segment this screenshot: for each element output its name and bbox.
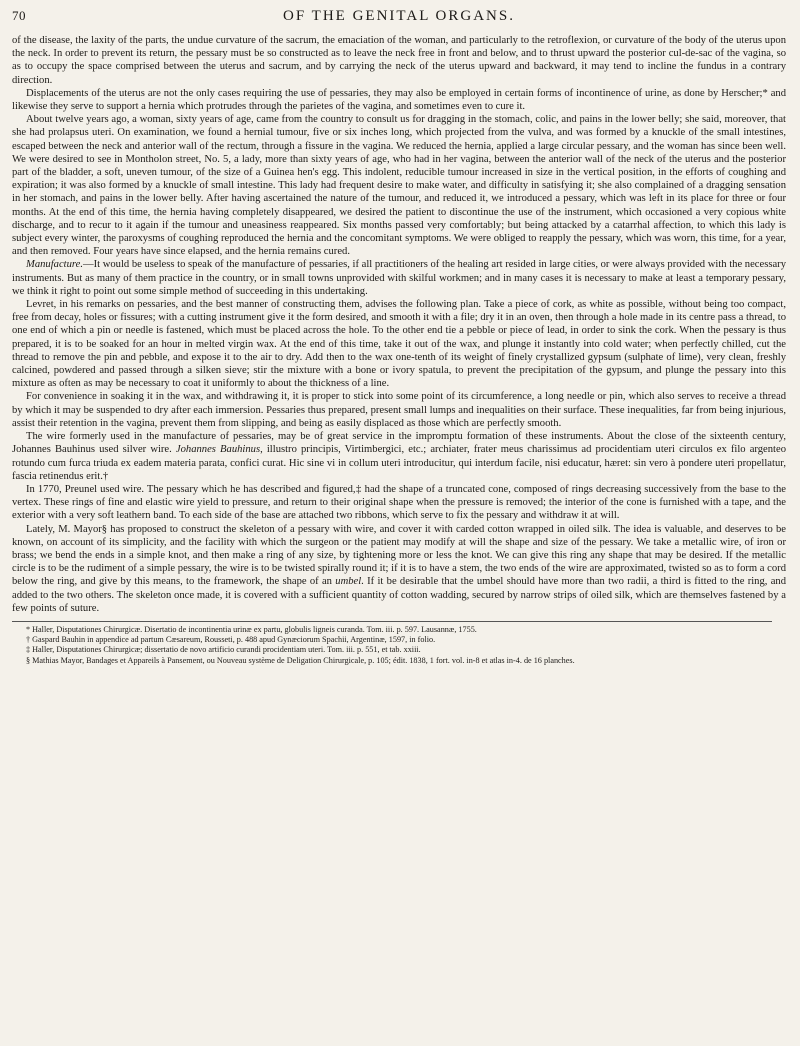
paragraph-continuation: of the disease, the laxity of the parts, the undue curvature of the sacrum, the emaciation of the woman, and particularly to the retroflexion, or curvature of the body of the uterus upon the neck. In order to prevent its return, the pessary must be so constructed as to leave the neck free in front and below, and to thrust upward the posterior cul-de-sac of the vagina, so as to occupy the space comprised between the uterus and sacrum, and by carrying the neck of the uterus upward and backward, it may tend to incline the fundus in a contrary direction.	[12, 35, 786, 86]
footnote: ‡ Haller, Disputationes Chirurgicæ; dissertatio de novo artificio curandi procidentiam uteri. Tom. iii. p. 551, et tab. xxiii.	[26, 645, 421, 655]
page-number: 70	[12, 8, 26, 23]
mayor-text-b: . If it be desirable that the umbel should have more than two radii, a third is fitted to the ring, and added to the two others. The skeleton once made, it is covered with a sufficient quantity of cotton wadding, secured by narrow strips of oiled silk, which are themselves fastened by a few points of suture.	[12, 576, 786, 614]
footnote: § Mathias Mayor, Bandages et Appareils à Pansement, ou Nouveau système de Deligation Chirurgicale, p. 105; édit. 1838, 1 fort. vol. in-8 et atlas in-4. de 16 planches.	[26, 655, 575, 665]
paragraph-case-reports: About twelve years ago, a woman, sixty years of age, came from the country to consult us for dragging in the stomach, colic, and pains in the lower belly; she said, moreover, that she had prolapsus uteri. On examination, we found a hernial tumour, five or six inches long, which projected from the vulva, and was formed by a knuckle of the small intestines, escaped between the neck and anterior wall of the rectum, through a fissure in the vagina. We reduced the hernia, applied a large circular pessary, and the woman has since been well. We were desired to see in Montholon street, No. 5, a lady, more than sixty years of age, who had in her vagina, between the anterior wall of the neck of the uterus and the posterior part of the bladder, a soft, uneven tumour, of the size of a Guinea hen's egg. This indolent, reducible tumour increased in size in the vertical position, in the efforts of coughing and expiration; it was also formed by a knuckle of small intestine. This lady had frequent desire to make water, and difficulty in satisfying it; she also complained of a dragging sensation in her stomach, and pains in the lower belly. After having ascertained the nature of the tumour, and reduced it, we introduced a pessary, which was left in its place for three or four months. At the end of this time, the hernia having completely disappeared, we desired the patient to discontinue the use of the instrument, which occasioned a very copious white discharge, and to recur to it again if the tumour and uneasiness reappeared. Six months passed very comfortably; but being attacked by a catarrhal affection, to which this lady is subject every winter, the paroxysms of coughing reproduced the hernia and the concomitant symptoms. We were obliged to reapply the pessary, which was worn, this time, for a year, and then removed. Four years have since elapsed, and the hernia remains cured.	[12, 114, 786, 258]
paragraph-mayor	[12, 523, 786, 615]
paragraph-levret-method: Levret, in his remarks on pessaries, and the best manner of constructing them, advises the following plan. Take a piece of cork, as white as possible, without being too compact, free from decay, holes or fissures; with a cutting instrument give it the form desired, and smooth it with a file; dry it in an oven, then through a hole made in its centre pass a thread, to one end of which a pin or needle is fastened, which must be placed across the hole. To the other end tie a pebble or piece of lead, in order to sink the cork. When the pessary is thus prepared, it is to be soaked for an hour in melted virgin wax. At the end of this time, take it out of the wax, and plunge it instantly into cold water; when perfectly chilled, cut the thread to remove the pin and pebble, and expose it to the air to dry. Add then to the wax one-tenth of its weight of finely crystallized gypsum (sulphate of lime), very clean, freshly calcined, powdered and passed through a silken sieve; stir the mixture with a bone or ivory spatula, to prevent the precipitation of the gypsum, and plunge the pessary into this mixture as often as may be necessary to coat it uniformly to about the thickness of a line.	[12, 299, 786, 390]
mayor-italic-umbel: umbel	[335, 576, 362, 588]
paragraph-manufacture	[12, 258, 786, 298]
section-label-manufacture: Manufacture.	[26, 259, 83, 271]
wire-text-a: The wire formerly used in the manufacture of pessaries, may be of great service in the impromptu formation of these instruments. About the close of the sixteenth century, Johannes Bauhinus used silver wire.	[12, 431, 786, 456]
running-title: OF THE GENITAL ORGANS.	[283, 8, 515, 24]
paragraph-soaking: For convenience in soaking it in the wax, and withdrawing it, it is proper to stick into some point of its circumference, a long needle or pin, which also serves to receive a thread by which it may be suspended to dry after each immersion. Pessaries thus prepared, present small lumps and inequalities on their surface. These inequalities, far from being injurious, assist their retention in the vagina, prevent them from slipping, and being as easily displaced as those which are perfectly smooth.	[12, 391, 786, 429]
wire-italic-name: Johannes Bauhinus	[175, 444, 261, 456]
paragraph-incontinence: Displacements of the uterus are not the only cases requiring the use of pessaries, they may also be employed in certain forms of incontinence of urine, as done by Herscher;* and likewise they serve to support a hernia which protrudes through the parietes of the vagina, and sometimes even to cure it.	[12, 87, 786, 113]
mayor-text-a: Lately, M. Mayor§ has proposed to construct the skeleton of a pessary with wire, and cover it with carded cotton wrapped in oiled silk. The idea is valuable, and deserves to be known, on account of its simplicity, and the facility with which the surgeon or the patient may modify at will the shape and size of the pessary. We take a metallic wire, of iron or brass; we bend the ends in a simple knot, and then make a ring of any size, by tightening more or less the knot. We can give this ring any shape that may be desired. If the metallic circle is to be the rudiment of a simple pessary, the wire is to be twisted spirally round it; if it is to have a stem, the two ends of the wire are approximated, twisted so as to form a cord below the ring, and give by this means, to the framework, the shape of an	[12, 523, 786, 588]
body-text	[12, 34, 786, 615]
footnote: † Gaspard Bauhin in appendice ad partum Cæsareum, Rousseti, p. 488 apud Gynæciorum Spachii, Argentinæ, 1597, in folio.	[26, 635, 436, 645]
page-header	[12, 6, 786, 30]
manufacture-text: —It would be useless to speak of the manufacture of pessaries, if all practitioners of the healing art resided in large cities, or were always provided with the necessary instruments. But as many of them practice in the country, or in small towns unprovided with skilful workmen; and in many cases it is necessary to make at least a temporary pessary, we think it right to point out some simple method of succeeding in this undertaking.	[12, 259, 786, 297]
wire-text-b: , illustro principis, Virtimbergici, etc.; archiater, frater meus charissimus ad procidentiam uteri circulos ex filo argenteo rotundo cum furca triuda ex eadem materia parata, confici curat. Hic sine vi in collum uteri introducitur, qui interdum facile, nisi educatur, hæret: sin vero à pondere uteri propellatur, fascia retinendus erit.†	[12, 444, 786, 482]
footnotes-section	[12, 621, 772, 666]
paragraph-preunel: In 1770, Preunel used wire. The pessary which he has described and figured,‡ had the shape of a truncated cone, composed of rings decreasing successively from the base to the vertex. These rings of fine and elastic wire yield to pressure, and return to their original shape when the pressure is removed; the interior of the cone is furnished with a tape, and the exterior with a very soft leathern band. To each side of the base are attached two ribbons, which serve to fix the pessary and withdraw it at will.	[12, 483, 786, 522]
footnote: * Haller, Disputationes Chirurgicæ. Disertatio de incontinentia urinæ ex partu, globulis ligneis curanda. Tom. iii. p. 597. Lausannæ, 1755.	[26, 624, 477, 634]
paragraph-wire	[12, 430, 786, 483]
